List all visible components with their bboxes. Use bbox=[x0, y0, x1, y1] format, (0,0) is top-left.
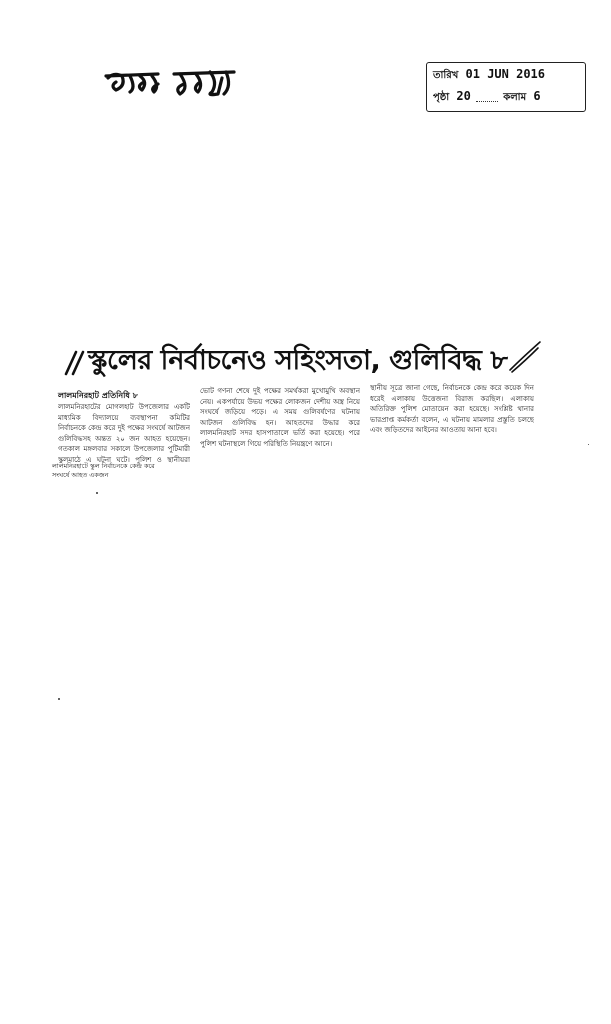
article-column-1 bbox=[58, 402, 190, 464]
scan-speck bbox=[58, 698, 60, 700]
article-column-1-text: লালমনিরহাটের মোগলহাট উপজেলার একটি মাধ্যমিক বিদ্যালয়ে ব্যবস্থাপনা কমিটির নির্বাচনকে কেন্দ্র করে দুই পক্ষের সংঘর্ষে আটজন গুলিবিদ্ধসহ অন্তত ২০ জন আহত হয়েছেন। গতকাল মঙ্গলবার সকালে উপজেলার পুটিমারী স্কুলমাঠে এ ঘটনা ঘটে। পুলিশ ও স্থানীয়রা bbox=[58, 403, 190, 464]
newspaper-logo-art bbox=[100, 64, 240, 104]
scan-speck bbox=[96, 492, 98, 494]
article-byline: লালমনিরহাট প্রতিনিধি ৮ bbox=[58, 391, 138, 400]
clipping-date-stamp bbox=[426, 62, 586, 112]
article-headline-block bbox=[60, 340, 540, 382]
photo-caption: লালমনিরহাটে স্কুল নির্বাচনকে কেন্দ্র করে সংঘর্ষে আহত একজন bbox=[52, 462, 155, 479]
newspaper-logo bbox=[100, 64, 240, 104]
stamp-date-label: তারিখ bbox=[433, 70, 459, 81]
article-column-3 bbox=[370, 383, 534, 457]
quote-mark-icon bbox=[60, 348, 86, 378]
scan-speck bbox=[588, 444, 589, 445]
article-headline: স্কুলের নির্বাচনেও সহিংসতা, গুলিবিদ্ধ ৮ bbox=[88, 345, 508, 376]
article-column-2 bbox=[200, 386, 360, 470]
pen-scribble-icon bbox=[508, 340, 542, 374]
stamp-column-label: কলাম bbox=[503, 92, 527, 103]
article-column-2-text: ভোট গণনা শেষে দুই পক্ষের সমর্থকরা মুখোমুখি অবস্থান নেয়। একপর্যায়ে উভয় পক্ষের লোকজন দেশীয় অস্ত্র নিয়ে সংঘর্ষে জড়িয়ে পড়ে। এ সময় গুলিবর্ষণের ঘটনায় আটজন গুলিবিদ্ধ হন। আহতদের উদ্ধার করে লালমনিরহাট সদর হাসপাতালে ভর্তি করা হয়েছে। পরে পুলিশ ঘটনাস্থলে গিয়ে পরিস্থিতি নিয়ন্ত্রণে আনে। bbox=[200, 387, 360, 448]
article-column-3-text: স্থানীয় সূত্রে জানা গেছে, নির্বাচনকে কেন্দ্র করে কয়েক দিন ধরেই এলাকায় উত্তেজনা বিরাজ করছিল। এলাকায় অতিরিক্ত পুলিশ মোতায়েন করা হয়েছে। সংশ্লিষ্ট থানার ভারপ্রাপ্ত কর্মকর্তা বলেন, এ ঘটনায় মামলার প্রস্তুতি চলছে এবং জড়িতদের আইনের আওতায় আনা হবে। bbox=[370, 384, 534, 435]
stamp-page-value: 20 bbox=[456, 89, 471, 103]
stamp-column-value: 6 bbox=[533, 89, 541, 103]
stamp-page-label: পৃষ্ঠা bbox=[433, 92, 450, 103]
stamp-date-value: 01 JUN 2016 bbox=[465, 67, 546, 81]
